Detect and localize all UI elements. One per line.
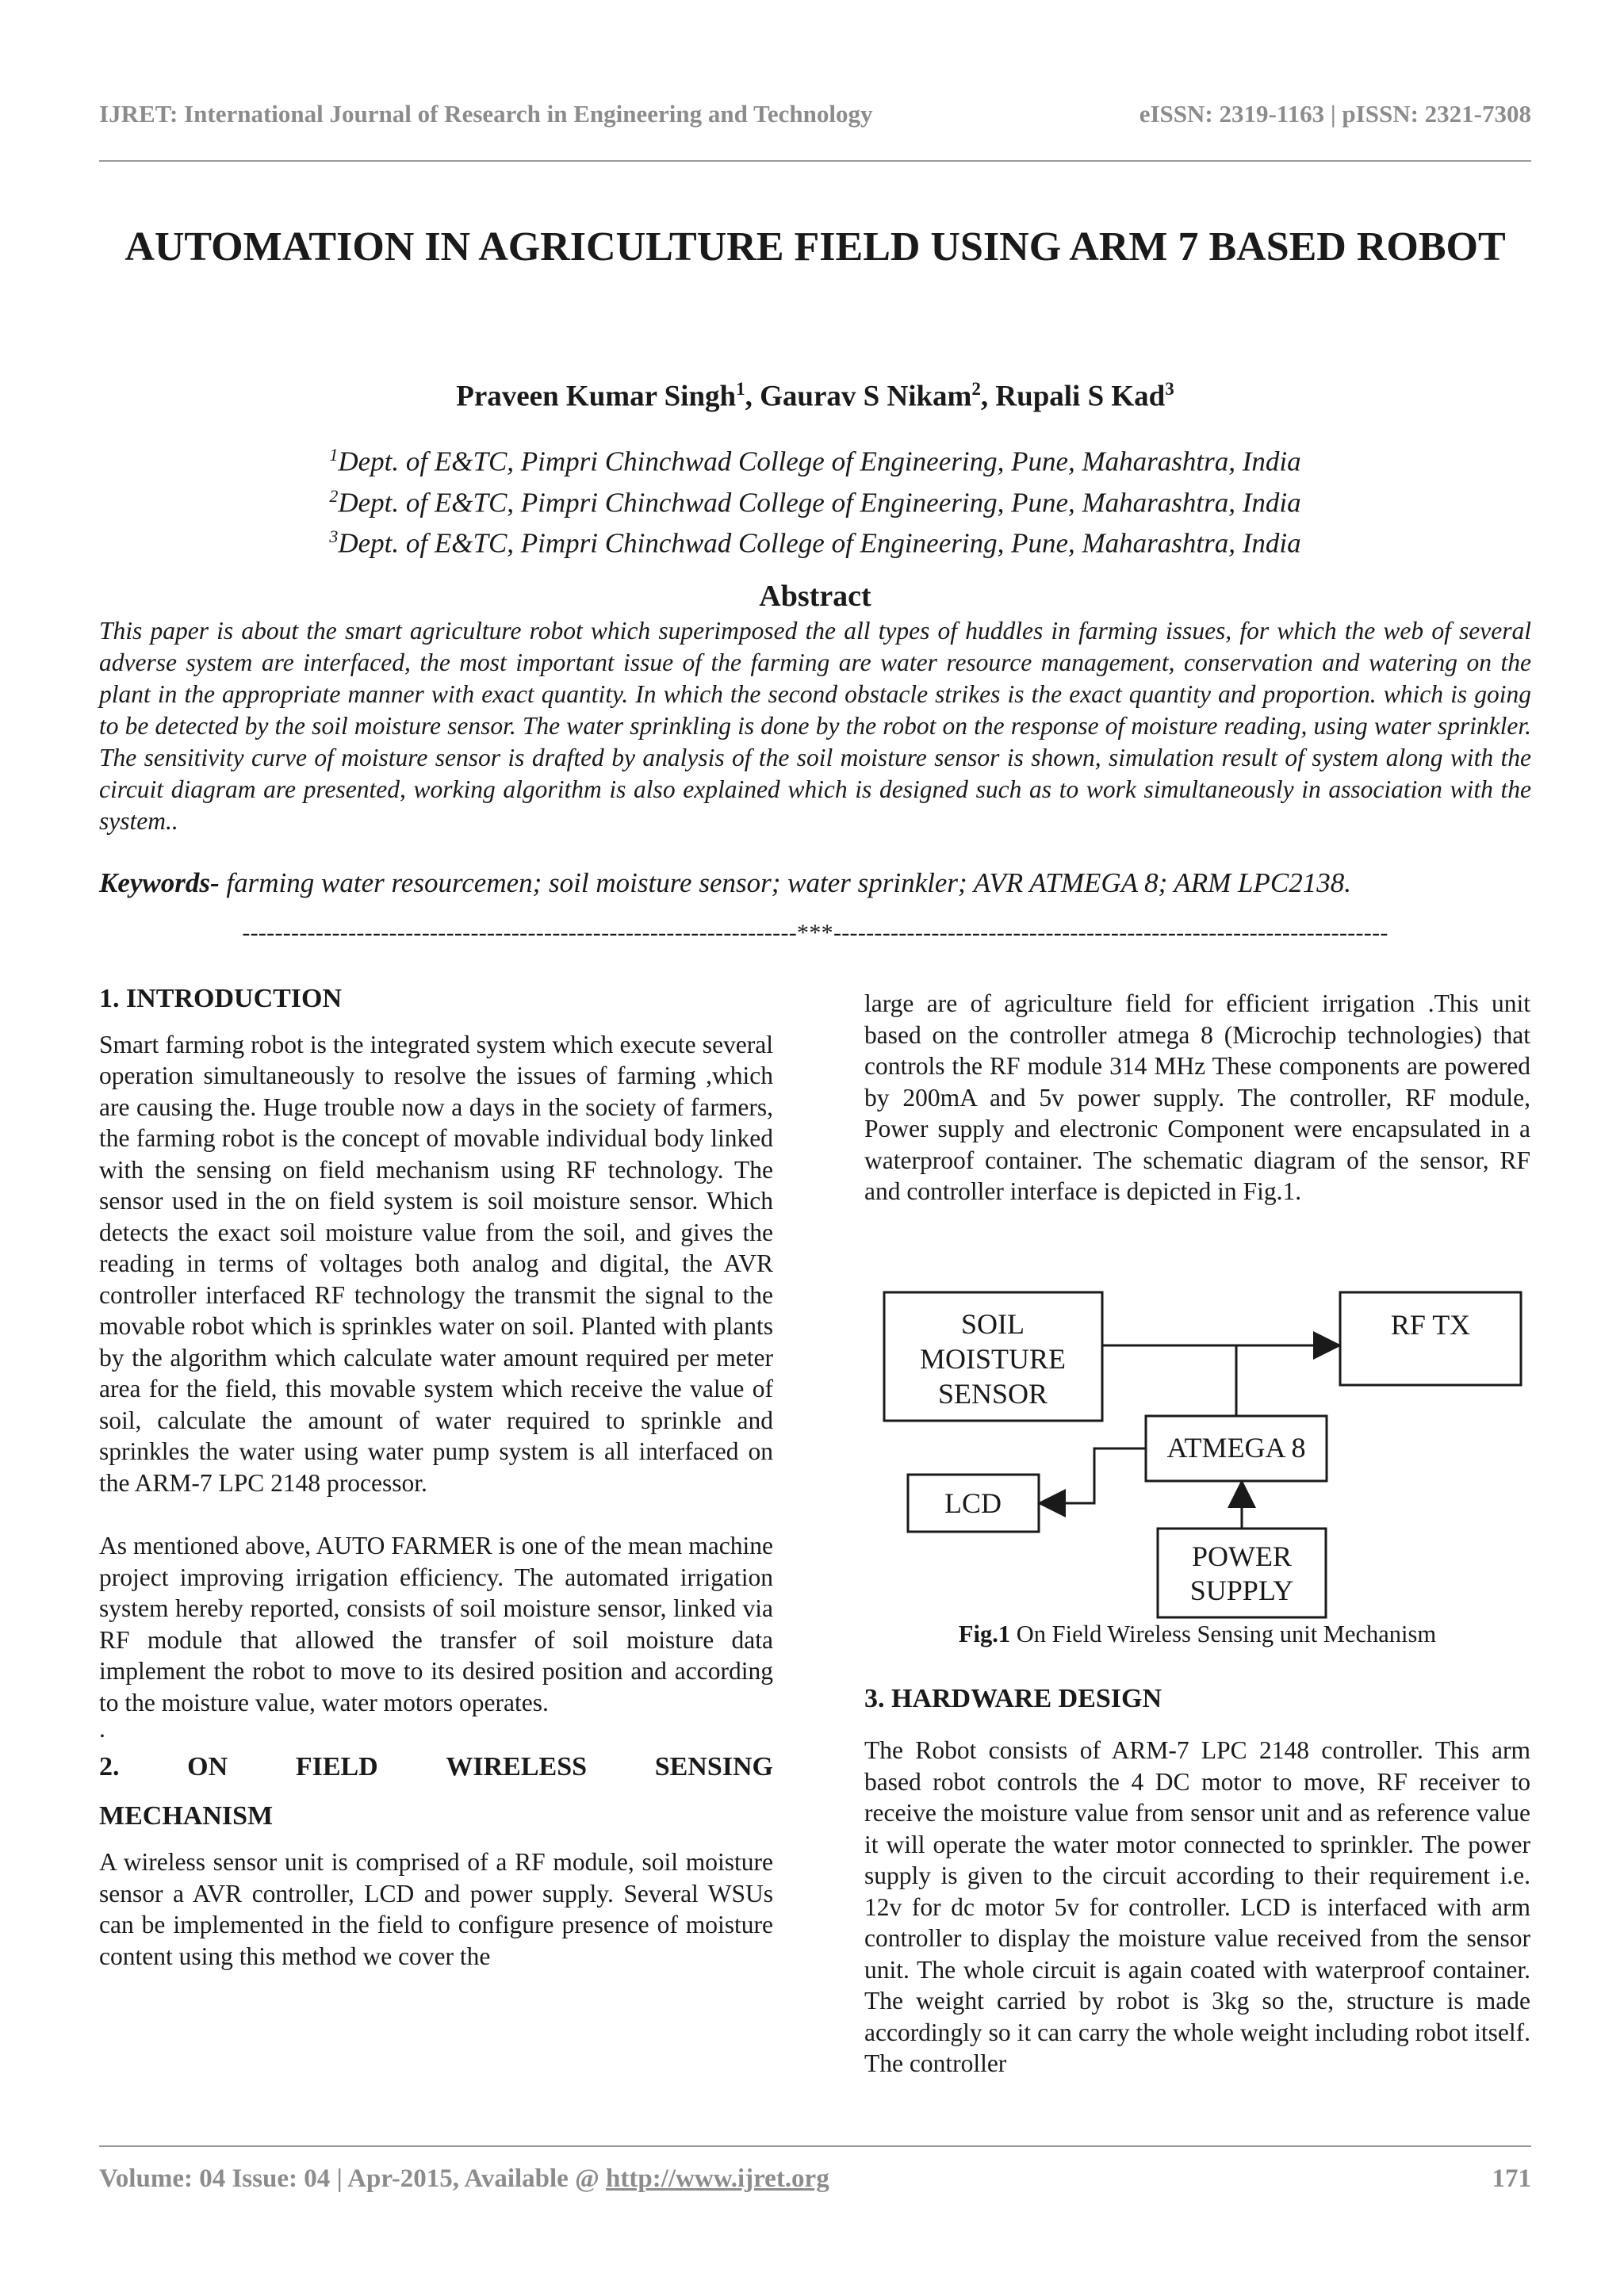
author-sup: 2 xyxy=(971,379,981,399)
arrow-atmega-to-lcd xyxy=(1042,1448,1146,1503)
section-heading-hardware-design: 3. HARDWARE DESIGN xyxy=(864,1684,1162,1713)
affiliation-sup: 1 xyxy=(329,445,339,465)
lcd-label: LCD xyxy=(944,1487,1002,1519)
keywords xyxy=(99,867,1531,899)
affiliation-text: Dept. of E&TC, Pimpri Chinchwad College of Engineering, Pune, Maharashtra, India xyxy=(338,527,1301,559)
hardware-paragraph-1: The Robot consists of ARM-7 LPC 2148 controller. This arm based robot controls the 4 DC motor to move, RF receiver to receive the moisture value from sensor unit and as reference value it will operate the water motor connected to sprinkler. The power supply is given to the circuit according to their requirement i.e. 12v for dc motor 5v for controller. LCD is interfaced with arm controller to display the moisture value received from the sensor unit. The whole circuit is again coated with waterproof container. The weight carried by robot is 3kg so the, structure is made accordingly so it can carry the whole weight including robot itself. The controller xyxy=(864,1736,1530,2077)
figure-1-text: On Field Wireless Sensing unit Mechanism xyxy=(1010,1621,1437,1647)
wireless-paragraph-1: A wireless sensor unit is comprised of a RF module, soil moisture sensor a AVR controller, LCD and power supply. Several WSUs can be implemented in the field to configure presence of moisture content using this method we cover the xyxy=(99,1848,773,1970)
author-name: Gaurav S Nikam xyxy=(760,380,972,413)
rf-tx-label: RF TX xyxy=(1390,1309,1471,1341)
page-number: 171 xyxy=(1492,2164,1531,2193)
heading-word: WIRELESS xyxy=(446,1752,588,1781)
abstract-heading: Abstract xyxy=(759,580,871,613)
journal-issn: eISSN: 2319-1163 | pISSN: 2321-7308 xyxy=(1139,100,1531,128)
affiliation-sup: 2 xyxy=(329,485,339,506)
heading-word: FIELD xyxy=(295,1752,378,1781)
affiliation-text: Dept. of E&TC, Pimpri Chinchwad College of Engineering, Pune, Maharashtra, India xyxy=(338,446,1301,477)
paper-title: AUTOMATION IN AGRICULTURE FIELD USING ARM 7 BASED ROBOT xyxy=(124,224,1506,270)
abstract-body: This paper is about the smart agriculture robot which superimposed the all types of huddles in farming issues, for which the web of several adverse system are interfaced, the most important issue of the farming are water resource management, conservation and watering on the plant in the appropriate manner with exact quantity. In which the second obstacle strikes is the exact quantity and proportion. which is going to be detected by the soil moisture sensor. The water sprinkling is done by the robot on the response of moisture reading, using water sprinkler. The sensitivity curve of moisture sensor is drafted by analysis of the soil moisture sensor is shown, simulation result of system along with the circuit diagram are presented, working algorithm is also explained which is designed such as to work simultaneously in association with the system.. xyxy=(99,617,1531,835)
figure-1-label: Fig.1 xyxy=(958,1621,1011,1647)
stray-dot: . xyxy=(99,1715,105,1743)
footer-volume-text: Volume: 04 Issue: 04 | Apr-2015, Available @ xyxy=(99,2164,607,2193)
header-rule xyxy=(99,160,1531,162)
keywords-text: farming water resourcemen; soil moisture sensor; water sprinkler; AVR ATMEGA 8; ARM LPC2138. xyxy=(219,867,1351,898)
author-name: Rupali S Kad xyxy=(995,380,1166,413)
affiliation xyxy=(99,519,1531,561)
author-list: Praveen Kumar Singh$^1$, Gaurav S Nikam$^2$, Rupali S Kad$^3$ xyxy=(456,379,1174,413)
affiliation xyxy=(99,438,1531,479)
author-sup: 3 xyxy=(1165,379,1174,399)
keywords-label: Keywords- xyxy=(99,867,220,898)
figure-1-caption xyxy=(864,1621,1530,1648)
journal-name: IJRET: International Journal of Research in Engineering and Technology xyxy=(99,100,873,128)
journal-url-link[interactable]: http://www.ijret.org xyxy=(606,2164,829,2193)
section-heading-introduction: 1. INTRODUCTION xyxy=(99,984,343,1013)
affiliation-sup: 3 xyxy=(329,526,339,547)
left-column xyxy=(99,983,773,1972)
right-column-top xyxy=(864,988,1530,1207)
affiliation-text: Dept. of E&TC, Pimpri Chinchwad College of Engineering, Pune, Maharashtra, India xyxy=(338,487,1301,519)
heading-word: 2. xyxy=(99,1752,120,1781)
power-label-1: POWER xyxy=(1192,1540,1292,1572)
author-name: Praveen Kumar Singh xyxy=(456,380,737,413)
section-heading-wireless-sensing-cont: MECHANISM xyxy=(99,1801,274,1831)
affiliation xyxy=(99,479,1531,520)
atmega-label: ATMEGA 8 xyxy=(1166,1432,1306,1464)
heading-word: SENSING xyxy=(654,1752,773,1781)
figure-1-block-diagram xyxy=(864,1261,1530,1641)
soil-label-2: MOISTURE xyxy=(919,1343,1067,1375)
author-sup: 1 xyxy=(736,379,745,399)
heading-word: ON xyxy=(187,1752,228,1781)
soil-label-3: SENSOR xyxy=(937,1378,1048,1410)
affiliation-list xyxy=(99,438,1531,561)
section-heading-wireless-sensing xyxy=(99,1750,773,1785)
intro-paragraph-2: As mentioned above, AUTO FARMER is one of the mean machine project improving irrigation efficiency. The automated irrigation system hereby reported, consists of soil moisture sensor, linked via RF module that allowed the transfer of soil moisture data implement the robot to move to its desired position and according to the moisture value, water motors operates. xyxy=(99,1532,773,1716)
soil-label-1: SOIL xyxy=(961,1308,1025,1340)
intro-paragraph-1: Smart farming robot is the integrated system which execute several operation simultaneously to resolve the issues of farming ,which are causing the. Huge trouble now a days in the society of farmers, the farming robot is the concept of movable individual body linked with the sensing on field mechanism using RF technology. The sensor used in the on field system is soil moisture sensor. Which detects the exact soil moisture value from the soil, and gives the reading in terms of voltages both analog and digital, the AVR controller interfaced RF technology the transmit the signal to the movable robot which is sprinkles water on soil. Planted with plants by the algorithm which calculate water amount required per meter area for the field, this movable system which receive the value of soil, calculate the amount of water required to sprinkle and sprinkles the water using water pump system is all interfaced on the ARM-7 LPC 2148 processor. xyxy=(99,1030,773,1497)
power-label-2: SUPPLY xyxy=(1189,1575,1294,1606)
wireless-paragraph-1-cont: large are of agriculture field for efficient irrigation .This unit based on the controller atmega 8 (Microchip technologies) that controls the RF module 314 MHz These components are powered by 200mA and 5v power supply. The controller, RF module, Power supply and electronic Component were encapsulated in a waterproof container. The schematic diagram of the sensor, RF and controller interface is depicted in Fig.1. xyxy=(864,989,1530,1205)
section-separator: --------------------------------------------------------------------***-------------------------------------------------------------------- xyxy=(242,920,1388,946)
footer-rule xyxy=(99,2145,1531,2147)
footer-volume xyxy=(99,2164,829,2194)
